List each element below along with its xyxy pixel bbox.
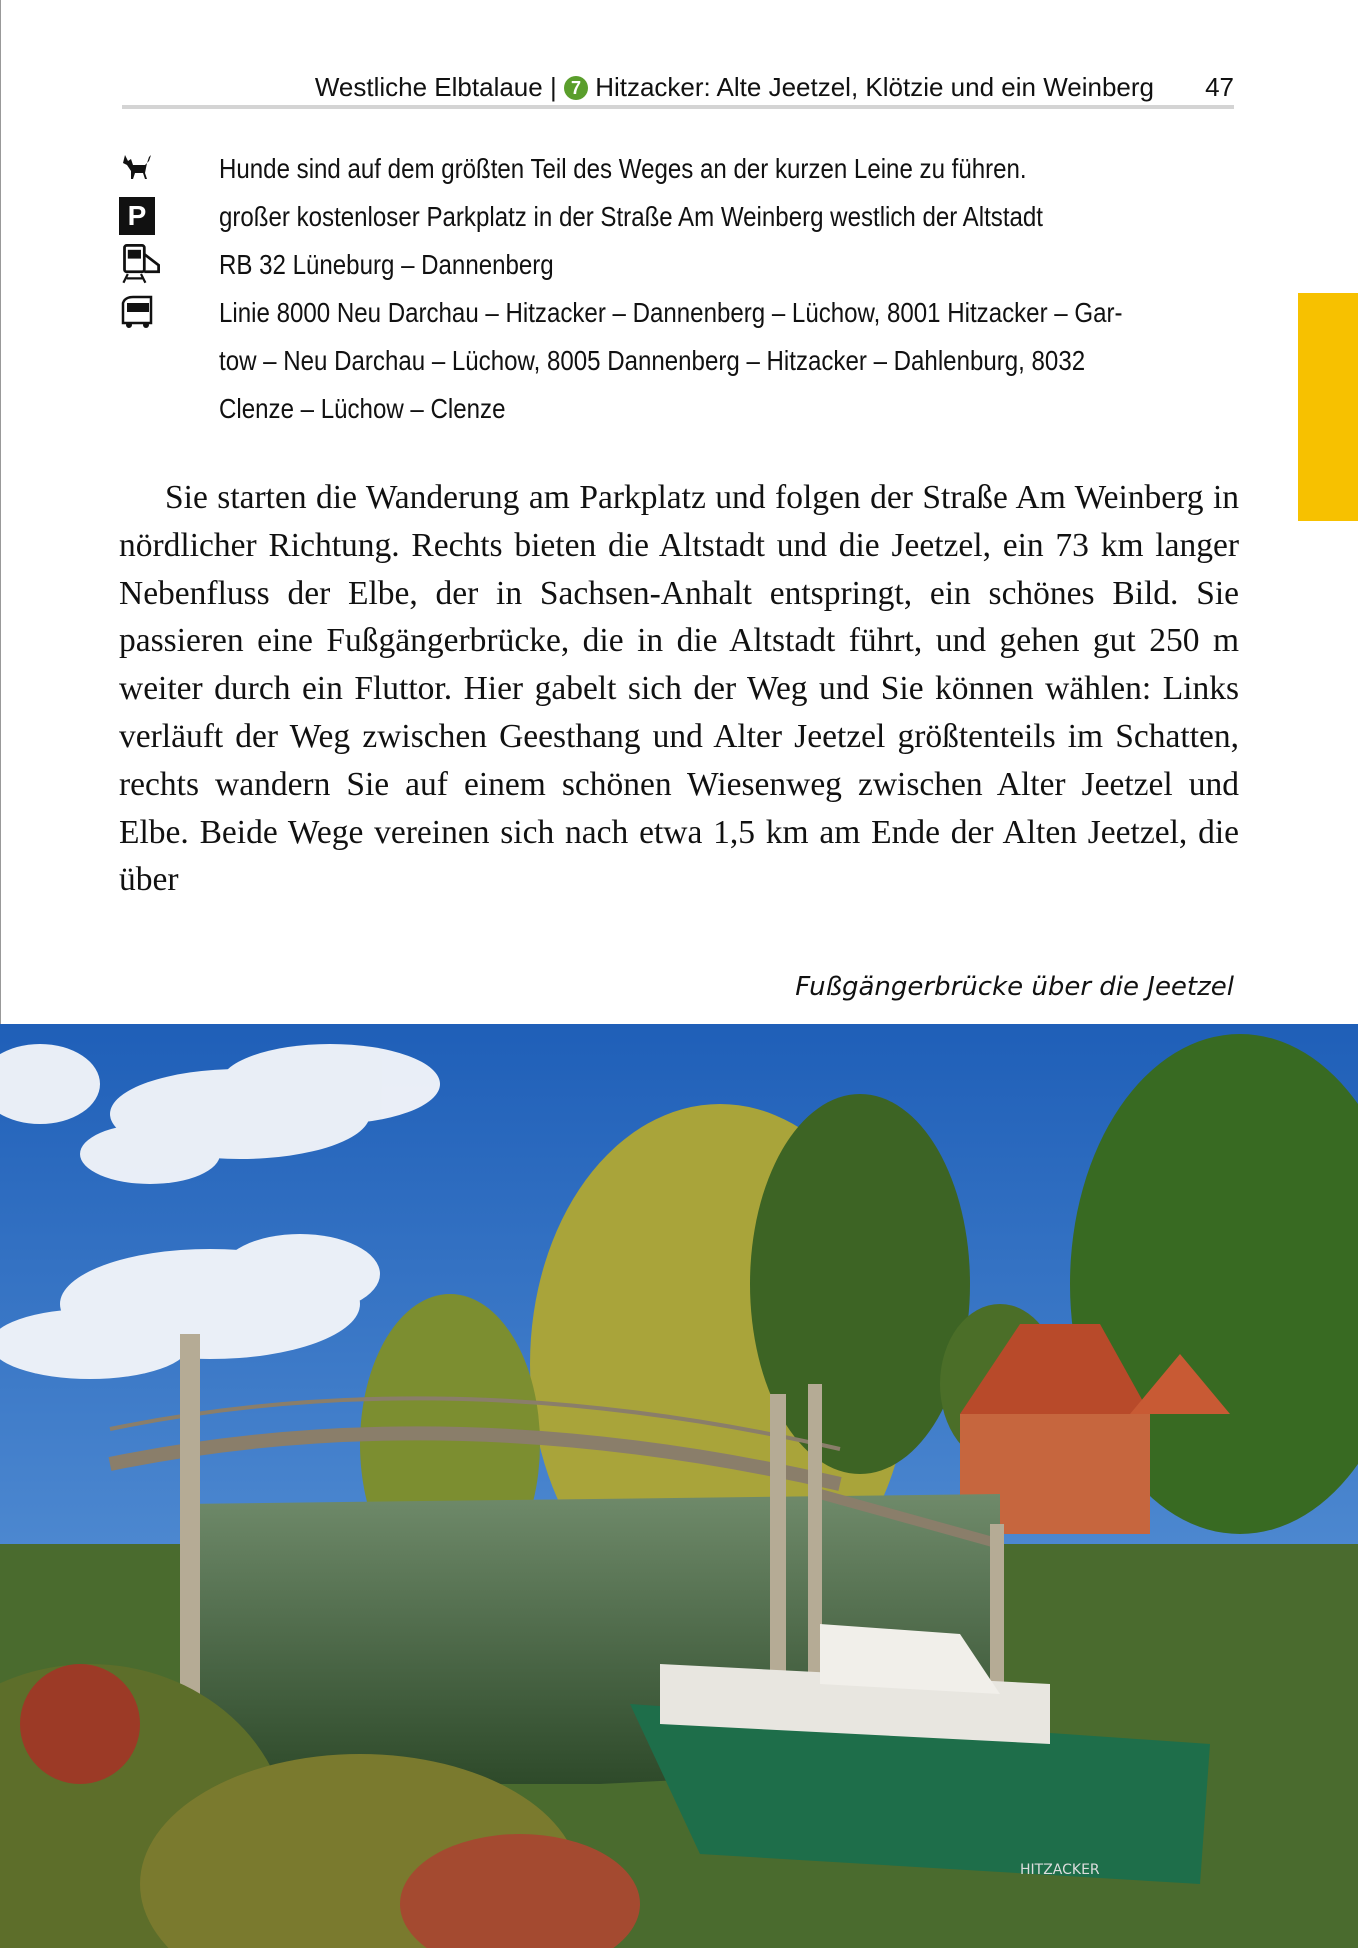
- info-text: großer kostenloser Parkplatz in der Straße Am Weinberg westlich der Altstadt: [219, 201, 1043, 232]
- header-title: [315, 72, 1154, 103]
- chapter-tab: [1298, 293, 1358, 521]
- dog-icon: [119, 149, 155, 187]
- header-section: Westliche Elbtalaue |: [314, 72, 557, 102]
- header-tour-title: Hitzacker: Alte Jeetzel, Klötzie und ein Weinberg: [595, 72, 1154, 102]
- info-bus: [119, 289, 1239, 337]
- info-dogs: [119, 145, 1239, 193]
- boat-name: HITZACKER: [1020, 1862, 1100, 1878]
- header-rule: [122, 105, 1234, 109]
- body-paragraph: Sie starten die Wanderung am Parkplatz und folgen der Straße Am Weinberg in nördlicher Richtung. Rechts bieten die Altstadt und die Jeetzel, ein 73 km langer Nebenfluss der Elbe, der in Sachsen-Anhalt entspringt, ein schönes Bild. Sie passieren eine Fußgängerbrücke, die in die Altstadt führt, und gehen gut 250 m weiter durch ein Fluttor. Hier gabelt sich der Weg und Sie können wählen: Links verläuft der Weg zwischen Geesthang und Alter Jeetzel größtenteils im Schatten, rechts wandern Sie auf einem schönen Wiesenweg zwischen Alter Jeetzel und Elbe. Beide Wege vereinen sich nach etwa 1,5 km am Ende der Alten Jeetzel, die über: [119, 479, 1239, 899]
- bus-icon: [119, 293, 155, 331]
- info-bus-cont: [119, 385, 1239, 433]
- info-text: RB 32 Lüneburg – Dannenberg: [219, 249, 554, 280]
- photo-footbridge: [0, 1024, 1358, 1948]
- train-icon: [119, 241, 163, 285]
- tour-number-badge: 7: [564, 76, 588, 100]
- parking-icon: P: [119, 197, 155, 235]
- info-text: tow – Neu Darchau – Lüchow, 8005 Dannenberg – Hitzacker – Dahlenburg, 8032: [219, 345, 1086, 376]
- info-list: [119, 145, 1239, 433]
- info-text: Clenze – Lüchow – Clenze: [219, 393, 506, 424]
- info-parking: [119, 193, 1239, 241]
- photo-caption: Fußgängerbrücke über die Jeetzel: [795, 972, 1234, 1002]
- info-train: [119, 241, 1239, 289]
- page-number: 47: [1205, 72, 1234, 102]
- running-header: [122, 72, 1234, 104]
- info-text: Hunde sind auf dem größten Teil des Weges an der kurzen Leine zu führen.: [219, 153, 1027, 184]
- info-text: Linie 8000 Neu Darchau – Hitzacker – Dannenberg – Lüchow, 8001 Hitzacker – Gar-: [219, 297, 1123, 328]
- info-bus-cont: [119, 337, 1239, 385]
